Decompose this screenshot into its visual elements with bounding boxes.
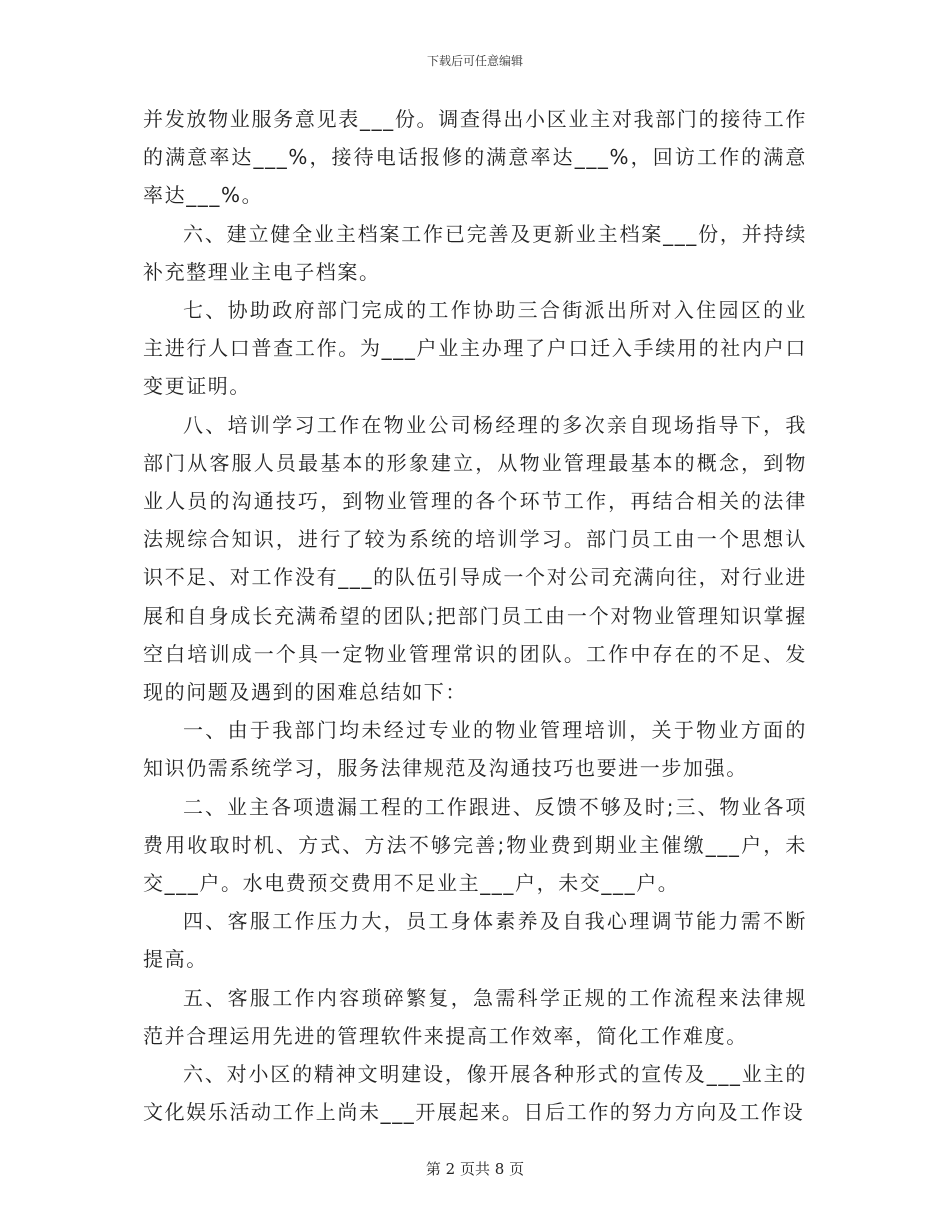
paragraph: 五、客服工作内容琐碎繁复，急需科学正规的工作流程来法律规范并合理运用先进的管理软件来提高工作效率，简化工作难度。 [143,985,807,1048]
paragraph: 并发放物业服务意见表___份。调查得出小区业主对我部门的接待工作的满意率达___%，接待电话报修的满意率达___%，回访工作的满意率达___%。 [143,107,807,208]
paragraph: 六、建立健全业主档案工作已完善及更新业主档案___份，并持续补充整理业主电子档案。 [143,221,807,284]
paragraph: 六、对小区的精神文明建设，像开展各种形式的宣传及___业主的文化娱乐活动工作上尚未___开展起来。日后工作的努力方向及工作设 [143,1062,807,1125]
page-header: 下载后可任意编辑 [426,54,523,68]
paragraph: 七、协助政府部门完成的工作协助三合街派出所对入住园区的业主进行人口普查工作。为___户业主办理了户口迁入手续用的社内户口变更证明。 [143,298,807,399]
paragraph: 八、培训学习工作在物业公司杨经理的多次亲自现场指导下，我部门从客服人员最基本的形象建立，从物业管理最基本的概念，到物业人员的沟通技巧，到物业管理的各个环节工作，再结合相关的法律法规综合知识，进行了较为系统的培训学习。部门员工由一个思想认识不足、对工作没有___的队伍引导成一个对公司充满向往，对行业进展和自身成长充满希望的团队;把部门员工由一个对物业管理知识掌握空白培训成一个具一定物业管理常识的团队。工作中存在的不足、发现的问题及遇到的困难总结如下： [143,412,807,705]
paragraph: 二、业主各项遗漏工程的工作跟进、反馈不够及时;三、物业各项费用收取时机、方式、方法不够完善;物业费到期业主催缴___户，未交___户。水电费预交费用不足业主___户，未交___户。 [143,794,807,896]
document-body [143,100,807,1131]
paragraph: 一、由于我部门均未经过专业的物业管理培训，关于物业方面的知识仍需系统学习，服务法律规范及沟通技巧也要进一步加强。 [143,718,807,781]
paragraph: 四、客服工作压力大，员工身体素养及自我心理调节能力需不断提高。 [143,909,807,972]
page-number: 第 2 页共 8 页 [425,1160,525,1178]
